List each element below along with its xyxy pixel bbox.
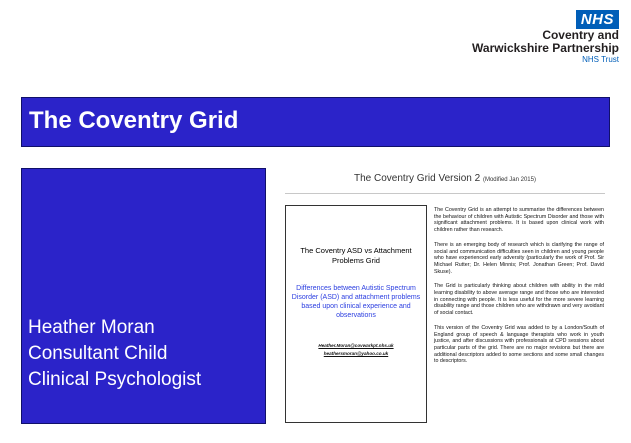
grid-box-heading-line-2: Problems Grid xyxy=(332,256,380,265)
intro-text xyxy=(434,207,604,373)
grid-box-subtitle-line-2: Disorder (ASD) and attachment problems xyxy=(291,294,421,301)
author-role-line-2: Clinical Psychologist xyxy=(28,369,202,390)
document-title-text: The Coventry Grid Version 2 xyxy=(354,173,481,184)
grid-box-subtitle-line-4: observations xyxy=(336,312,376,319)
logo-line-2: Warwickshire Partnership xyxy=(472,41,619,55)
contact-emails xyxy=(290,342,422,358)
grid-box-subtitle-line-1: Differences between Autistic Spectrum xyxy=(296,285,416,292)
title-divider xyxy=(285,193,605,194)
nhs-trust-logo xyxy=(472,10,619,65)
logo-line-3: NHS Trust xyxy=(582,55,619,64)
slide-title: The Coventry Grid xyxy=(29,107,239,134)
paragraph: There is an emerging body of research which is clarifying the range of social and communication difficulties seen in children and young people who have experienced early adversity (particularly the work of Prof. Sir Michael Rutter; Dr. Helen Minnis; Prof. Jonathan Green; Prof. David Skuse). xyxy=(434,241,604,275)
email-link-personal[interactable]: heathersmoran@yahoo.co.uk xyxy=(323,351,389,356)
paragraph: The Coventry Grid is an attempt to summarise the differences between the behaviour of children with Autistic Spectrum Disorder and those with significant attachment problems. It is based upon clinical work with children rather than research. xyxy=(434,207,604,234)
logo-line-1: Coventry and xyxy=(542,28,619,42)
author-panel xyxy=(21,168,266,424)
document-modified: (Modified Jan 2015) xyxy=(482,177,536,183)
grid-box-subtitle-line-3: based upon clinical experience and xyxy=(301,303,411,310)
author-name: Heather Moran xyxy=(28,317,155,338)
document-title xyxy=(285,173,605,184)
grid-box-heading-line-1: The Coventry ASD vs Attachment xyxy=(300,246,412,255)
grid-box-heading xyxy=(290,246,422,266)
paragraph: This version of the Coventry Grid was added to by a London/South of England group of speech & language therapists who work in youth justice, and after discussions with professionals at CPD sessions about particular parts of the grid. There are no major revisions but there are additional descriptors added to some sections and some small changes to descriptors. xyxy=(434,324,604,365)
nhs-badge: NHS xyxy=(576,10,619,29)
paragraph: The Grid is particularly thinking about children with ability in the mild learning disability to above average range and those who are interested in connecting with people. It is less useful for the more severe learning disability range and those children who are withdrawn and very avoidant of social contact. xyxy=(434,283,604,317)
grid-box-subtitle xyxy=(290,284,422,320)
author-role-line-1: Consultant Child xyxy=(28,343,168,364)
email-link-work[interactable]: Heather.Moran@covwarkpt.nhs.uk xyxy=(318,343,394,348)
grid-cover-box xyxy=(285,205,427,423)
title-banner xyxy=(21,97,610,147)
